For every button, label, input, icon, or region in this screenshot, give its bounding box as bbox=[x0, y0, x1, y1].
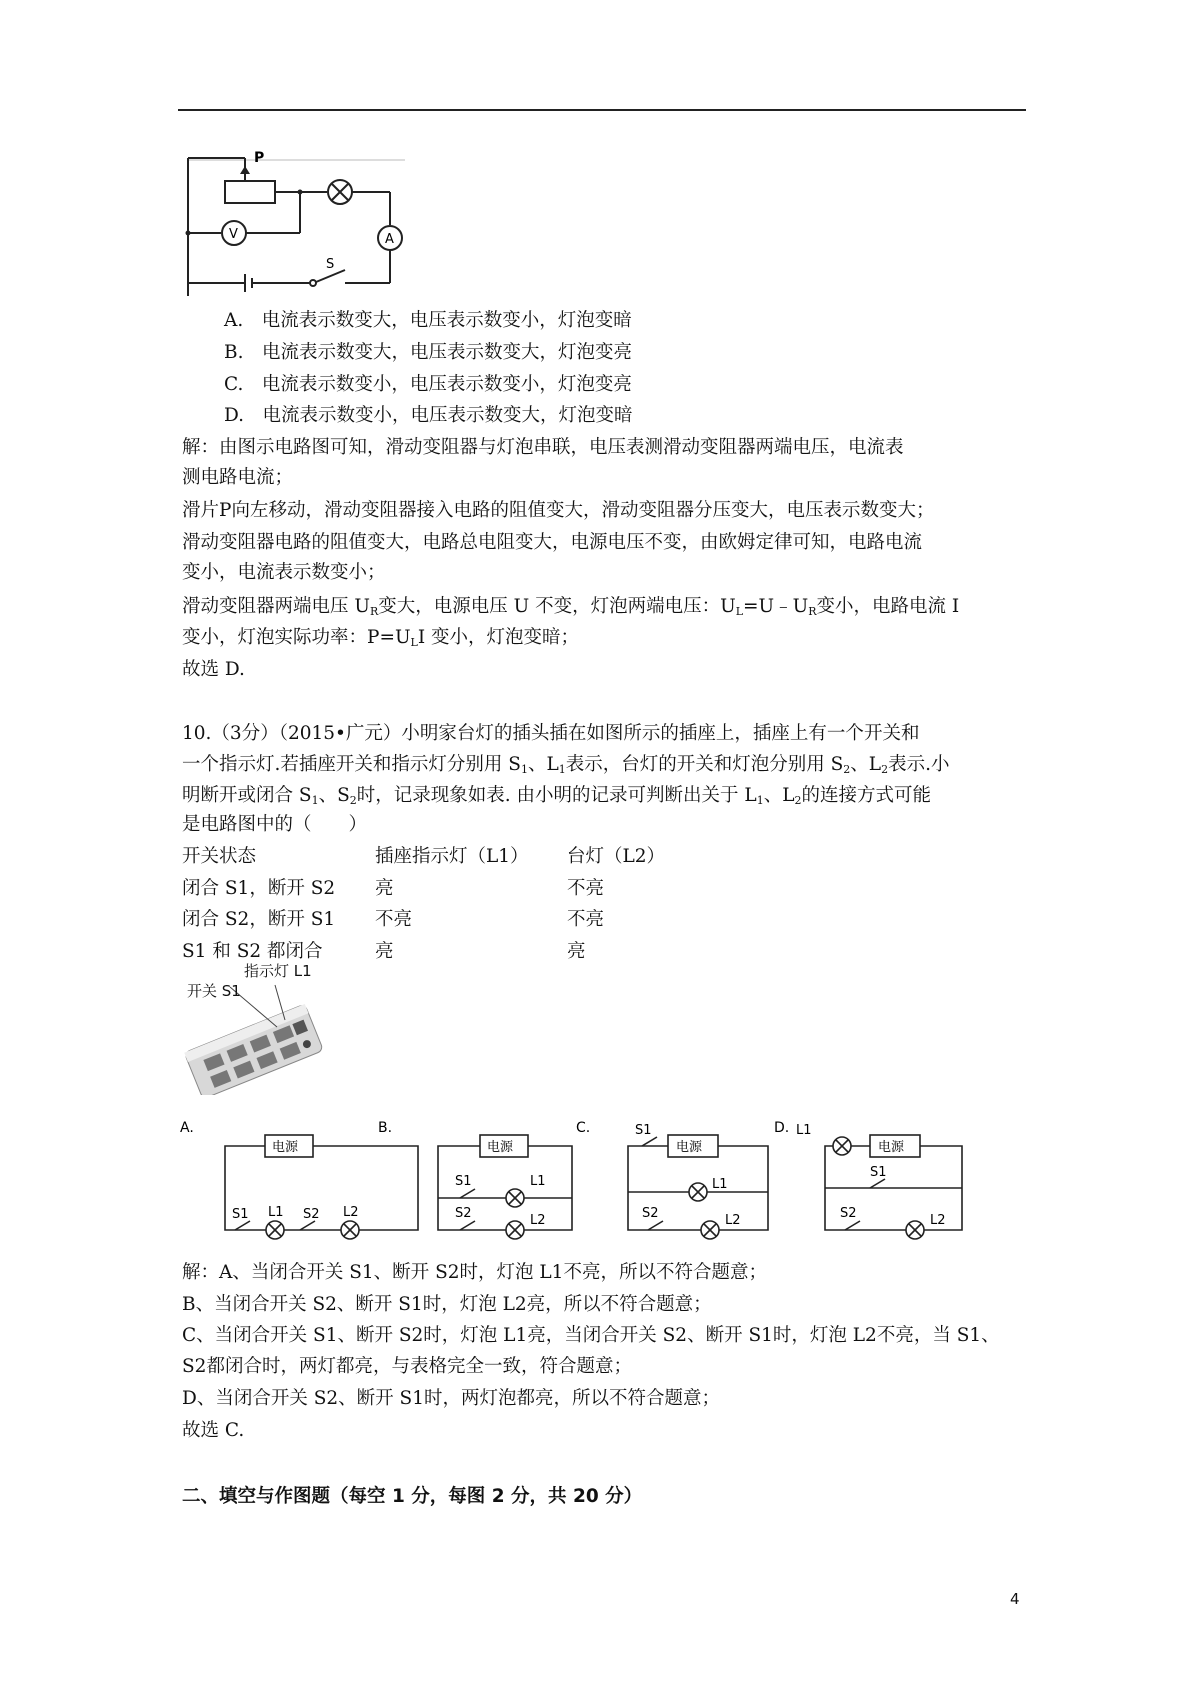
switch-s2-label: S2 bbox=[642, 1206, 659, 1221]
switch-s1-label: S1 bbox=[870, 1165, 887, 1180]
option-b-label: B. bbox=[378, 1120, 393, 1136]
q9-option-c: C. 电流表示数变小，电压表示数变小，灯泡变亮 bbox=[224, 374, 632, 395]
option-a-label: A. bbox=[180, 1120, 194, 1136]
power-source-label: 电源 bbox=[272, 1140, 299, 1155]
section-heading: 二、填空与作图题（每空 1 分，每图 2 分，共 20 分） bbox=[182, 1486, 643, 1507]
option-d-label: D. bbox=[774, 1120, 790, 1136]
q9-solution-line-1: 解：由图示电路图可知，滑动变阻器与灯泡串联，电压表测滑动变阻器两端电压，电流表 bbox=[182, 437, 904, 458]
switch-s2-label: S2 bbox=[455, 1206, 472, 1221]
slider-arrow-icon bbox=[240, 166, 250, 174]
q10-stem-line-4: 是电路图中的（ ） bbox=[182, 814, 368, 835]
slider-p-label: P bbox=[254, 150, 265, 166]
q10-stem-line-2: 一个指示灯.若插座开关和指示灯分别用 $S_1$、$L_1$表示，台灯的开关和灯泡分别用 $S_2$、$L_2$表示.小 bbox=[182, 754, 950, 776]
q9-option-d: D. 电流表示数变小，电压表示数变大，灯泡变暗 bbox=[224, 405, 633, 426]
table-cell: 不亮 bbox=[375, 909, 413, 930]
power-source-label: 电源 bbox=[676, 1140, 703, 1155]
q9-answer: 故选 D. bbox=[182, 659, 245, 680]
q9-solution-line-2: 测电路电流； bbox=[182, 467, 294, 488]
q9-circuit-diagram bbox=[180, 150, 420, 300]
switch-s2-label: S2 bbox=[303, 1207, 320, 1222]
table-header: 台灯（L2） bbox=[567, 846, 666, 867]
lamp-l2-label: L2 bbox=[725, 1213, 741, 1228]
lamp-l1-label: L1 bbox=[268, 1205, 284, 1220]
table-cell: 亮 bbox=[375, 877, 394, 899]
q9-solution-line-3: 滑片P向左移动，滑动变阻器接入电路的阻值变大，滑动变阻器分压变大，电压表示数变大； bbox=[182, 500, 935, 521]
lamp-l2-label: L2 bbox=[530, 1213, 546, 1228]
table-cell: 亮 bbox=[375, 940, 394, 962]
power-source-label: 电源 bbox=[487, 1140, 514, 1155]
switch-s1-label: S1 bbox=[635, 1123, 652, 1138]
table-cell: 闭合 S2，断开 S1 bbox=[182, 909, 336, 930]
switch-s-label: S bbox=[326, 257, 335, 272]
lamp-l1-label: L1 bbox=[796, 1123, 812, 1138]
switch-s1-label: S1 bbox=[232, 1207, 249, 1222]
power-source-label: 电源 bbox=[878, 1140, 905, 1155]
q9-solution-line-5: 变小，电流表示数变小； bbox=[182, 562, 386, 583]
table-header: 开关状态 bbox=[182, 846, 257, 867]
q10-circuit-options bbox=[180, 1120, 1030, 1245]
q9-solution-line-4: 滑动变阻器电路的阻值变大，电路总电阻变大，电源电压不变，由欧姆定律可知，电路电流 bbox=[182, 532, 923, 553]
voltmeter-label: V bbox=[229, 227, 238, 242]
lamp-l2-label: L2 bbox=[343, 1205, 359, 1220]
table-cell: 不亮 bbox=[567, 909, 605, 930]
q9-solution-line-7: 变小，灯泡实际功率：$P=U_LI$ 变小，灯泡变暗； bbox=[182, 627, 580, 649]
q9-solution-line-6: 滑动变阻器两端电压 $U_R$变大，电源电压 U 不变，灯泡两端电压：$U_L=U﹣U_R$变小，电路电流 I bbox=[182, 596, 960, 618]
socket-switch-label: 开关 S1 bbox=[187, 982, 241, 1000]
q10-answer: 故选 C. bbox=[182, 1420, 245, 1441]
option-c-label: C. bbox=[576, 1120, 591, 1136]
q10-stem-line-1: 10.（3分）（2015•广元）小明家台灯的插头插在如图所示的插座上，插座上有一个开关和 bbox=[182, 723, 920, 744]
table-cell: 闭合 S1，断开 S2 bbox=[182, 877, 336, 899]
header-rule bbox=[178, 109, 1026, 111]
q10-solution-line-5: D、当闭合开关 S2、断开 S1时，两灯泡都亮，所以不符合题意； bbox=[182, 1388, 720, 1409]
q9-option-a: A. 电流表示数变大，电压表示数变小，灯泡变暗 bbox=[224, 310, 632, 331]
table-cell: 亮 bbox=[567, 940, 586, 962]
page-number: 4 bbox=[1010, 1590, 1020, 1608]
switch-s2-label: S2 bbox=[840, 1206, 857, 1221]
table-header: 插座指示灯（L1） bbox=[375, 846, 529, 867]
switch-s1-label: S1 bbox=[455, 1174, 472, 1189]
lamp-l1-label: L1 bbox=[712, 1177, 728, 1192]
q10-solution-line-4: S2都闭合时，两灯都亮，与表格完全一致，符合题意； bbox=[182, 1356, 632, 1377]
socket-lamp-label: 指示灯 L1 bbox=[244, 962, 312, 980]
lamp-l2-label: L2 bbox=[930, 1213, 946, 1228]
q10-solution-line-2: B、当闭合开关 S2、断开 S1时，灯泡 L2亮，所以不符合题意； bbox=[182, 1294, 712, 1315]
q10-solution-line-3: C、当闭合开关 S1、断开 S2时，灯泡 L1亮，当闭合开关 S2、断开 S1时，灯泡 L2不亮，当 S1、 bbox=[182, 1325, 1000, 1346]
lamp-l1-label: L1 bbox=[530, 1174, 546, 1189]
ammeter-label: A bbox=[385, 232, 394, 247]
q10-stem-line-3: 明断开或闭合 $S_1$、$S_2$时，记录现象如表. 由小明的记录可判断出关于 $L_1$、$L_2$的连接方式可能 bbox=[182, 785, 931, 807]
table-cell: 不亮 bbox=[567, 877, 605, 899]
table-cell: S1 和 S2 都闭合 bbox=[182, 940, 323, 962]
q10-solution-line-1: 解：A、当闭合开关 S1、断开 S2时，灯泡 L1不亮，所以不符合题意； bbox=[182, 1262, 767, 1283]
q9-option-b: B. 电流表示数变大，电压表示数变大，灯泡变亮 bbox=[224, 342, 632, 363]
